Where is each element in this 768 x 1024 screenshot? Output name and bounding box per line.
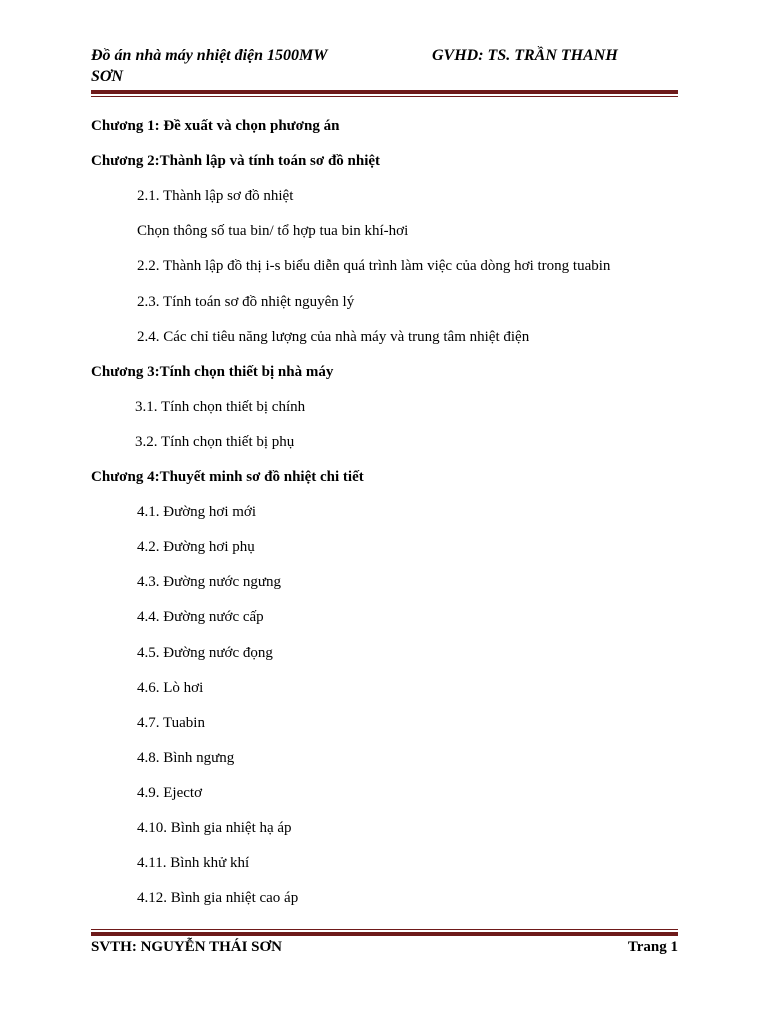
toc-section-item: 4.11. Bình khử khí xyxy=(137,855,250,871)
footer-rule-thick xyxy=(91,932,678,936)
toc-section-item: 3.2. Tính chọn thiết bị phụ xyxy=(135,434,295,450)
toc-section-item: 4.10. Bình gia nhiệt hạ áp xyxy=(137,820,292,836)
toc-chapter-heading: Chương 4:Thuyết minh sơ đồ nhiệt chi tiết xyxy=(91,469,364,485)
toc-section-item: Chọn thông số tua bin/ tổ hợp tua bin khí-hơi xyxy=(137,223,409,239)
toc-section-item: 2.2. Thành lập đồ thị i-s biểu diễn quá trình làm việc của dòng hơi trong tuabin xyxy=(137,258,611,274)
toc-section-item: 4.1. Đường hơi mới xyxy=(137,504,257,520)
page-number: Trang 1 xyxy=(627,939,678,955)
toc-section-item: 4.3. Đường nước ngưng xyxy=(137,574,281,590)
toc-chapter-heading: Chương 1: Đề xuất và chọn phương án xyxy=(91,118,340,134)
toc-chapter-heading: Chương 3:Tính chọn thiết bị nhà máy xyxy=(91,364,334,380)
student-name: SVTH: NGUYỄN THÁI SƠN xyxy=(91,939,283,955)
toc-section-item: 2.3. Tính toán sơ đồ nhiệt nguyên lý xyxy=(137,294,355,310)
toc-section-item: 4.2. Đường hơi phụ xyxy=(137,539,255,555)
toc-section-item: 4.4. Đường nước cấp xyxy=(137,609,264,625)
toc-section-item: 2.4. Các chỉ tiêu năng lượng của nhà máy và trung tâm nhiệt điện xyxy=(137,329,530,345)
supervisor-name-continued: SƠN xyxy=(91,68,124,85)
toc-section-item: 3.1. Tính chọn thiết bị chính xyxy=(135,399,306,415)
toc-section-item: 4.5. Đường nước đọng xyxy=(137,645,273,661)
toc-section-item: 4.9. Ejectơ xyxy=(137,785,202,801)
toc-section-item: 4.12. Bình gia nhiệt cao áp xyxy=(137,890,299,906)
footer-rule-thin xyxy=(91,929,678,930)
toc-section-item: 4.7. Tuabin xyxy=(137,715,205,731)
document-title: Đồ án nhà máy nhiệt điện 1500MW xyxy=(91,47,328,64)
supervisor-label: GVHD: TS. TRẦN THANH xyxy=(432,47,618,64)
toc-section-item: 4.8. Bình ngưng xyxy=(137,750,235,766)
toc-section-item: 2.1. Thành lập sơ đồ nhiệt xyxy=(137,188,294,204)
toc-chapter-heading: Chương 2:Thành lập và tính toán sơ đồ nhiệt xyxy=(91,153,381,169)
toc-section-item: 4.6. Lò hơi xyxy=(137,680,204,696)
